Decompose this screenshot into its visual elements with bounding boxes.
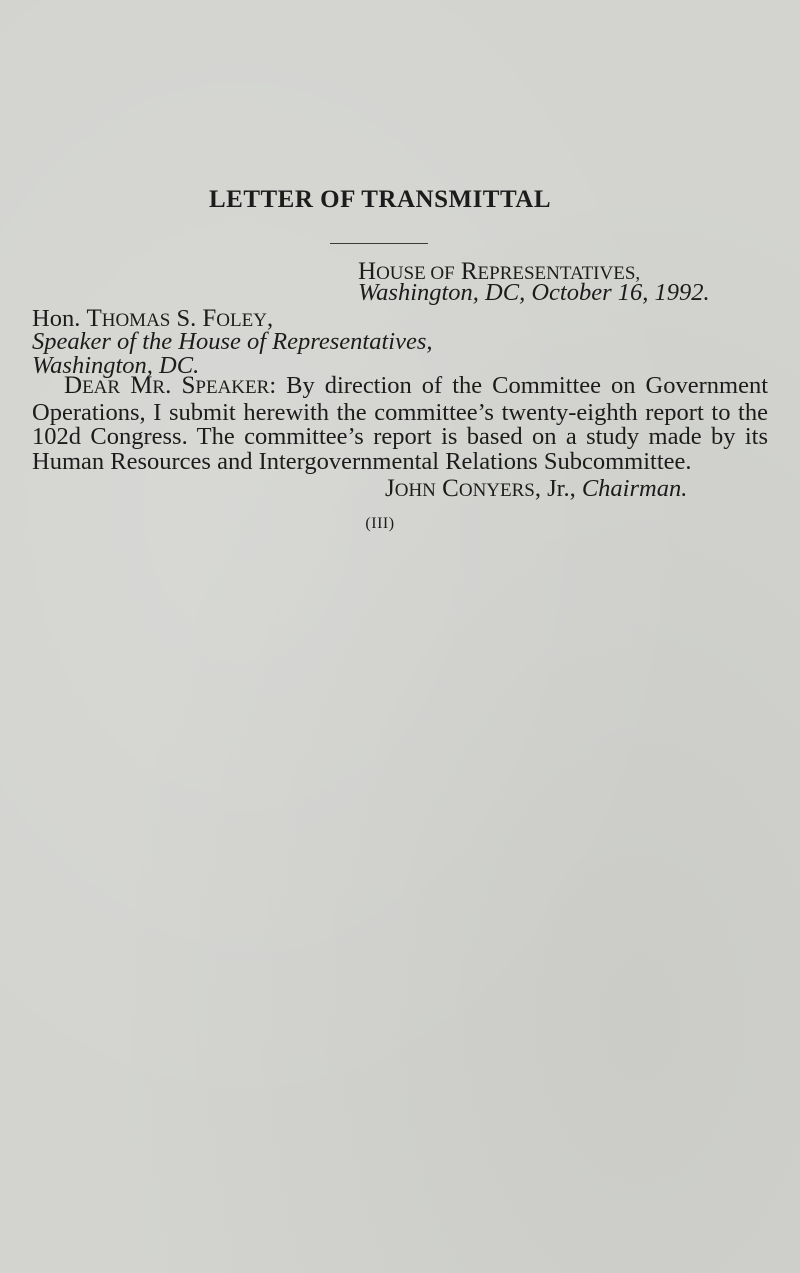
addressee-title: Speaker of the House of Representatives, — [32, 328, 433, 355]
representatives-smallcaps: EPRESENTATIVES, — [477, 263, 641, 284]
letter-body — [32, 374, 768, 474]
first-name-smallcaps: HOMAS — [101, 310, 171, 331]
salutation-colon: : — [269, 372, 277, 399]
salutation-m: M — [120, 372, 153, 399]
addressee-location: Washington, DC. — [32, 352, 200, 379]
addressee-comma: , — [266, 305, 274, 332]
salutation-peaker: PEAKER — [195, 377, 270, 398]
last-name-smallcaps: OLEY — [216, 310, 267, 331]
last-name-initial: F — [202, 305, 217, 332]
salutation-ear: EAR — [82, 377, 121, 398]
signer-first-initial: J — [385, 475, 395, 502]
signer-last-smallcaps: ONYERS — [458, 480, 535, 501]
signer-suffix: , Jr., — [534, 475, 582, 502]
house-smallcaps: OUSE OF — [376, 263, 455, 284]
representatives-initial: R — [460, 258, 478, 285]
body-paragraph: By direction of the Committee on Government Operations, I submit herewith the committee’s twenty-eighth report to the 102d Congress. The committee’s report is based on a study made by its Human Resources and Intergovernmental Relations Subcommittee. — [32, 372, 768, 475]
salutation-s: . S — [165, 372, 196, 399]
place-date: Washington, DC, October 16, 1992. — [358, 279, 710, 306]
first-name-initial: T — [86, 305, 102, 332]
middle-initial: S. — [170, 305, 203, 332]
house-initial: H — [358, 258, 377, 285]
signature — [385, 476, 687, 502]
salutation-r: R — [152, 377, 166, 398]
title-divider — [330, 243, 428, 244]
honorific: Hon. — [32, 305, 87, 332]
signer-last-initial: C — [435, 475, 459, 502]
signer-title: Chairman. — [581, 475, 688, 502]
document-title: LETTER OF TRANSMITTAL — [208, 186, 552, 213]
salutation — [64, 372, 276, 399]
signer-first-smallcaps: OHN — [394, 480, 436, 501]
salutation-d: D — [64, 372, 83, 399]
page-number: (III) — [365, 515, 395, 532]
